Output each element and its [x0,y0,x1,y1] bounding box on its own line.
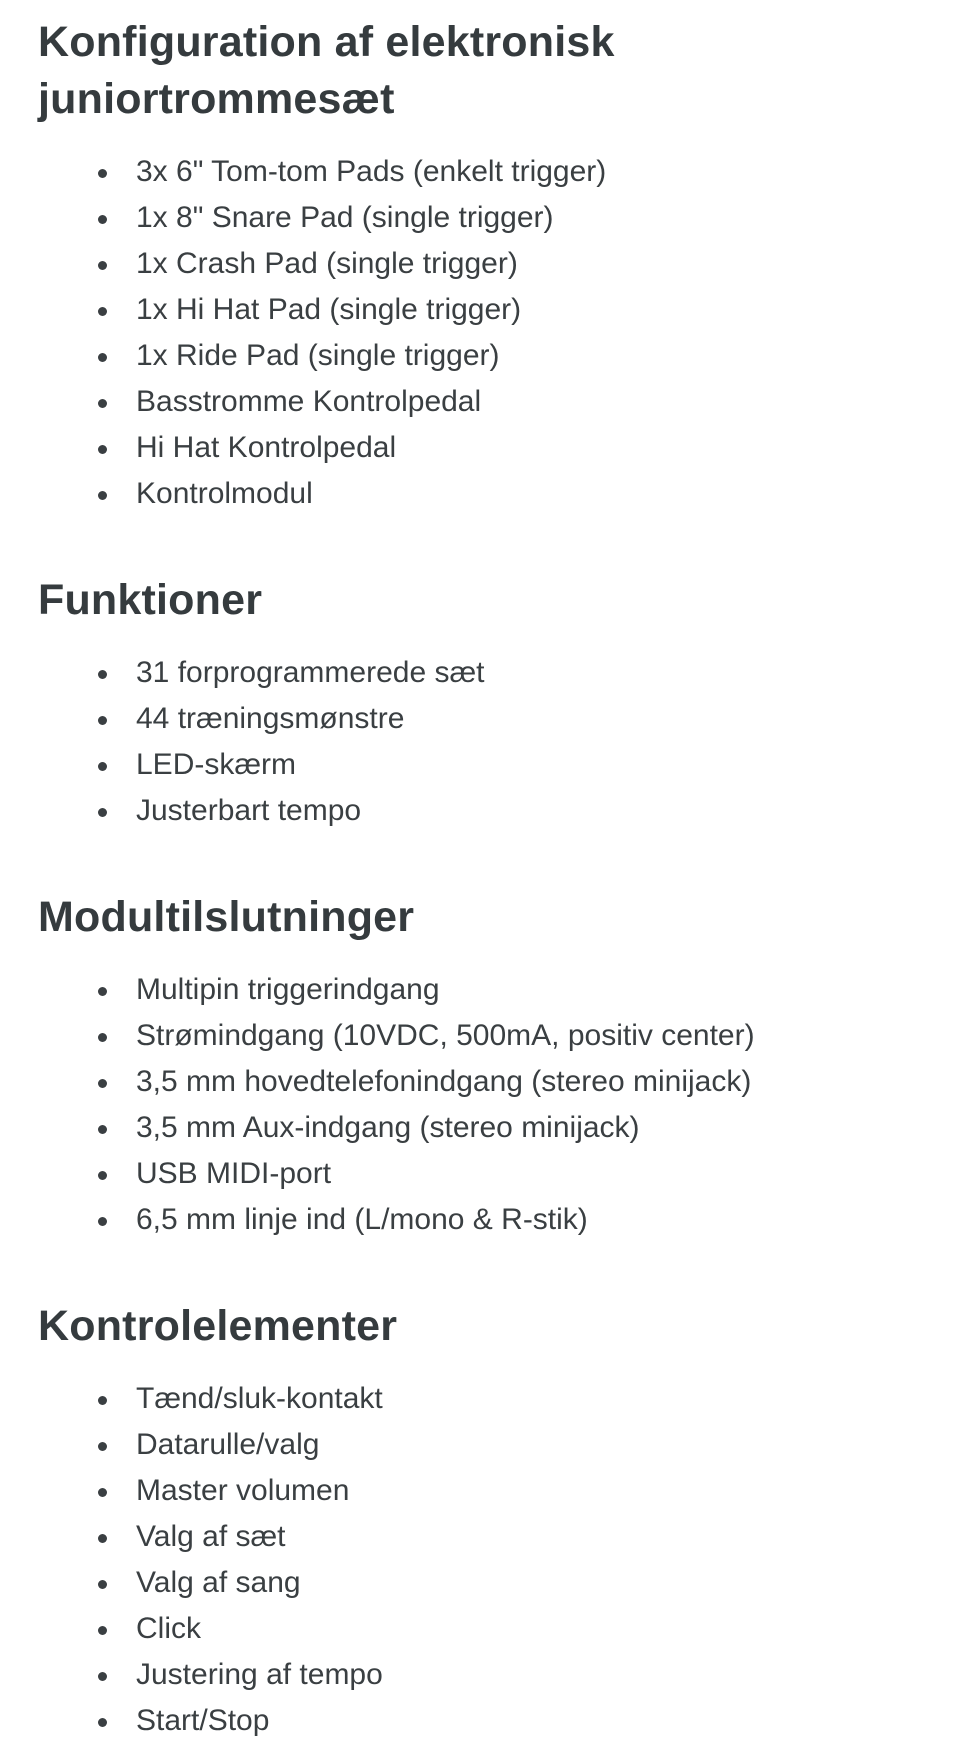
list-item: Justerbart tempo [98,788,922,834]
configuration-list [38,149,922,517]
list-item: Basstromme Kontrolpedal [98,379,922,425]
section-configuration [38,14,922,517]
list-item: 3x 6" Tom-tom Pads (enkelt trigger) [98,149,922,195]
list-item: Valg af sæt [98,1514,922,1560]
module-connections-list [38,967,922,1243]
list-item: Justering af tempo [98,1652,922,1698]
list-item: 3,5 mm Aux-indgang (stereo minijack) [98,1105,922,1151]
section-functions [38,572,922,834]
list-item: Hi Hat Kontrolpedal [98,425,922,471]
section-title-controls: Kontrolelementer [38,1302,398,1350]
list-item: Master volumen [98,1468,922,1514]
list-item: Tænd/sluk-kontakt [98,1376,922,1422]
list-item: 31 forprogrammerede sæt [98,650,922,696]
list-item: LED-skærm [98,742,922,788]
list-item: Strømindgang (10VDC, 500mA, positiv center) [98,1013,922,1059]
list-item: Datarulle/valg [98,1422,922,1468]
list-item: 1x Crash Pad (single trigger) [98,241,922,287]
list-item: Click [98,1606,922,1652]
list-item: Valg af sang [98,1560,922,1606]
section-title-functions: Funktioner [38,576,263,624]
controls-list [38,1376,922,1744]
list-item: 1x 8" Snare Pad (single trigger) [98,195,922,241]
list-item: 44 træningsmønstre [98,696,922,742]
list-item: Start/Stop [98,1698,922,1744]
list-item: 6,5 mm linje ind (L/mono & R-stik) [98,1197,922,1243]
list-item: Kontrolmodul [98,471,922,517]
list-item: USB MIDI-port [98,1151,922,1197]
list-item: 1x Hi Hat Pad (single trigger) [98,287,922,333]
section-title-module-connections: Modultilslutninger [38,893,415,941]
section-controls [38,1298,922,1744]
list-item: 3,5 mm hovedtelefonindgang (stereo minijack) [98,1059,922,1105]
section-module-connections [38,889,922,1243]
list-item: Multipin triggerindgang [98,967,922,1013]
functions-list [38,650,922,834]
section-title-configuration: Konfiguration af elektronisk juniortrommesæt [38,18,615,123]
list-item: 1x Ride Pad (single trigger) [98,333,922,379]
